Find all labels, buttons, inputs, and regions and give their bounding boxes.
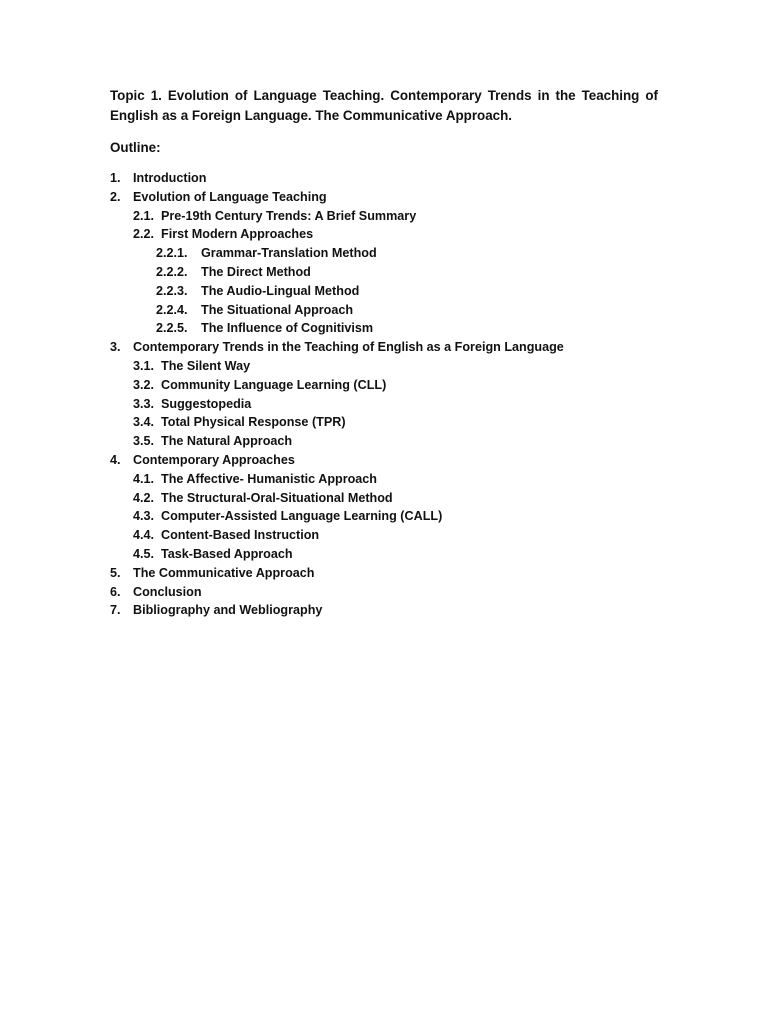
outline-item-number: 3.3. bbox=[133, 396, 155, 411]
outline-item bbox=[110, 413, 658, 432]
outline-item bbox=[110, 507, 658, 526]
outline-item bbox=[110, 244, 658, 263]
outline-item bbox=[110, 601, 658, 620]
outline-item-text: The Direct Method bbox=[201, 264, 311, 279]
outline-item-number: 2.2.1. bbox=[156, 246, 188, 261]
outline-item-text: The Audio-Lingual Method bbox=[201, 283, 360, 298]
outline-item bbox=[110, 451, 658, 470]
outline-item-text: The Natural Approach bbox=[161, 434, 293, 449]
outline-item-number: 2.2.4. bbox=[156, 302, 188, 317]
outline-item-text: First Modern Approaches bbox=[161, 227, 314, 242]
outline-item-number: 2.2.5. bbox=[156, 321, 188, 336]
outline-item-text: Contemporary Approaches bbox=[133, 452, 295, 467]
document-title: Topic 1. Evolution of Language Teaching. Contemporary Trends in the Teaching of English as a Foreign Language. The Communicative Approach. bbox=[110, 88, 658, 123]
outline-list bbox=[110, 169, 658, 620]
outline-item-number: 3.5. bbox=[133, 434, 155, 449]
outline-item-text: The Affective- Humanistic Approach bbox=[161, 471, 377, 486]
outline-item bbox=[110, 188, 658, 207]
outline-item bbox=[110, 583, 658, 602]
outline-item-number: 2. bbox=[110, 189, 121, 204]
outline-item bbox=[110, 357, 658, 376]
outline-item-text: The Communicative Approach bbox=[133, 565, 315, 580]
outline-item bbox=[110, 376, 658, 395]
outline-item bbox=[110, 207, 658, 226]
outline-item bbox=[110, 282, 658, 301]
outline-item-text: Total Physical Response (TPR) bbox=[161, 415, 346, 430]
outline-item-text: Conclusion bbox=[133, 584, 202, 599]
outline-item-number: 3.1. bbox=[133, 358, 155, 373]
outline-item-text: Pre-19th Century Trends: A Brief Summary bbox=[161, 208, 417, 223]
outline-item-number: 7. bbox=[110, 603, 121, 618]
outline-item-number: 3.2. bbox=[133, 377, 155, 392]
outline-item-text: Evolution of Language Teaching bbox=[133, 189, 327, 204]
outline-item-text: Bibliography and Webliography bbox=[133, 603, 323, 618]
outline-item-text: Contemporary Trends in the Teaching of English as a Foreign Language bbox=[133, 340, 564, 355]
outline-item-text: Task-Based Approach bbox=[161, 546, 293, 561]
outline-item bbox=[110, 319, 658, 338]
outline-item-text: Content-Based Instruction bbox=[161, 528, 320, 543]
outline-item-text: Community Language Learning (CLL) bbox=[161, 377, 387, 392]
outline-item-text: Computer-Assisted Language Learning (CALL) bbox=[161, 509, 443, 524]
outline-item-number: 4.1. bbox=[133, 471, 155, 486]
outline-item bbox=[110, 225, 658, 244]
document-page bbox=[110, 86, 658, 620]
outline-item-text: The Silent Way bbox=[161, 358, 251, 373]
outline-item-number: 4.5. bbox=[133, 546, 155, 561]
outline-item-text: Grammar-Translation Method bbox=[201, 246, 377, 261]
outline-item-number: 2.2. bbox=[133, 227, 155, 242]
outline-item-number: 3. bbox=[110, 340, 121, 355]
outline-item-number: 3.4. bbox=[133, 415, 155, 430]
outline-item bbox=[110, 545, 658, 564]
outline-item-number: 4. bbox=[110, 452, 121, 467]
outline-item-number: 2.2.3. bbox=[156, 283, 188, 298]
outline-item bbox=[110, 432, 658, 451]
outline-item-number: 1. bbox=[110, 171, 121, 185]
outline-item-number: 5. bbox=[110, 565, 121, 580]
outline-item bbox=[110, 489, 658, 508]
outline-item-text: The Situational Approach bbox=[201, 302, 354, 317]
outline-item-number: 2.1. bbox=[133, 208, 155, 223]
outline-item-number: 6. bbox=[110, 584, 121, 599]
outline-item bbox=[110, 301, 658, 320]
outline-item bbox=[110, 564, 658, 583]
outline-item bbox=[110, 263, 658, 282]
outline-item bbox=[110, 470, 658, 489]
outline-item-number: 2.2.2. bbox=[156, 264, 188, 279]
outline-item-text: Introduction bbox=[133, 171, 207, 185]
outline-item-text: The Structural-Oral-Situational Method bbox=[161, 490, 393, 505]
outline-item-number: 4.2. bbox=[133, 490, 155, 505]
outline-item bbox=[110, 395, 658, 414]
outline-item-number: 4.3. bbox=[133, 509, 155, 524]
outline-item bbox=[110, 338, 658, 357]
outline-heading: Outline: bbox=[110, 140, 161, 155]
outline-item bbox=[110, 169, 658, 188]
outline-item-number: 4.4. bbox=[133, 528, 155, 543]
outline-item bbox=[110, 526, 658, 545]
outline-item-text: Suggestopedia bbox=[161, 396, 252, 411]
outline-item-text: The Influence of Cognitivism bbox=[201, 321, 374, 336]
